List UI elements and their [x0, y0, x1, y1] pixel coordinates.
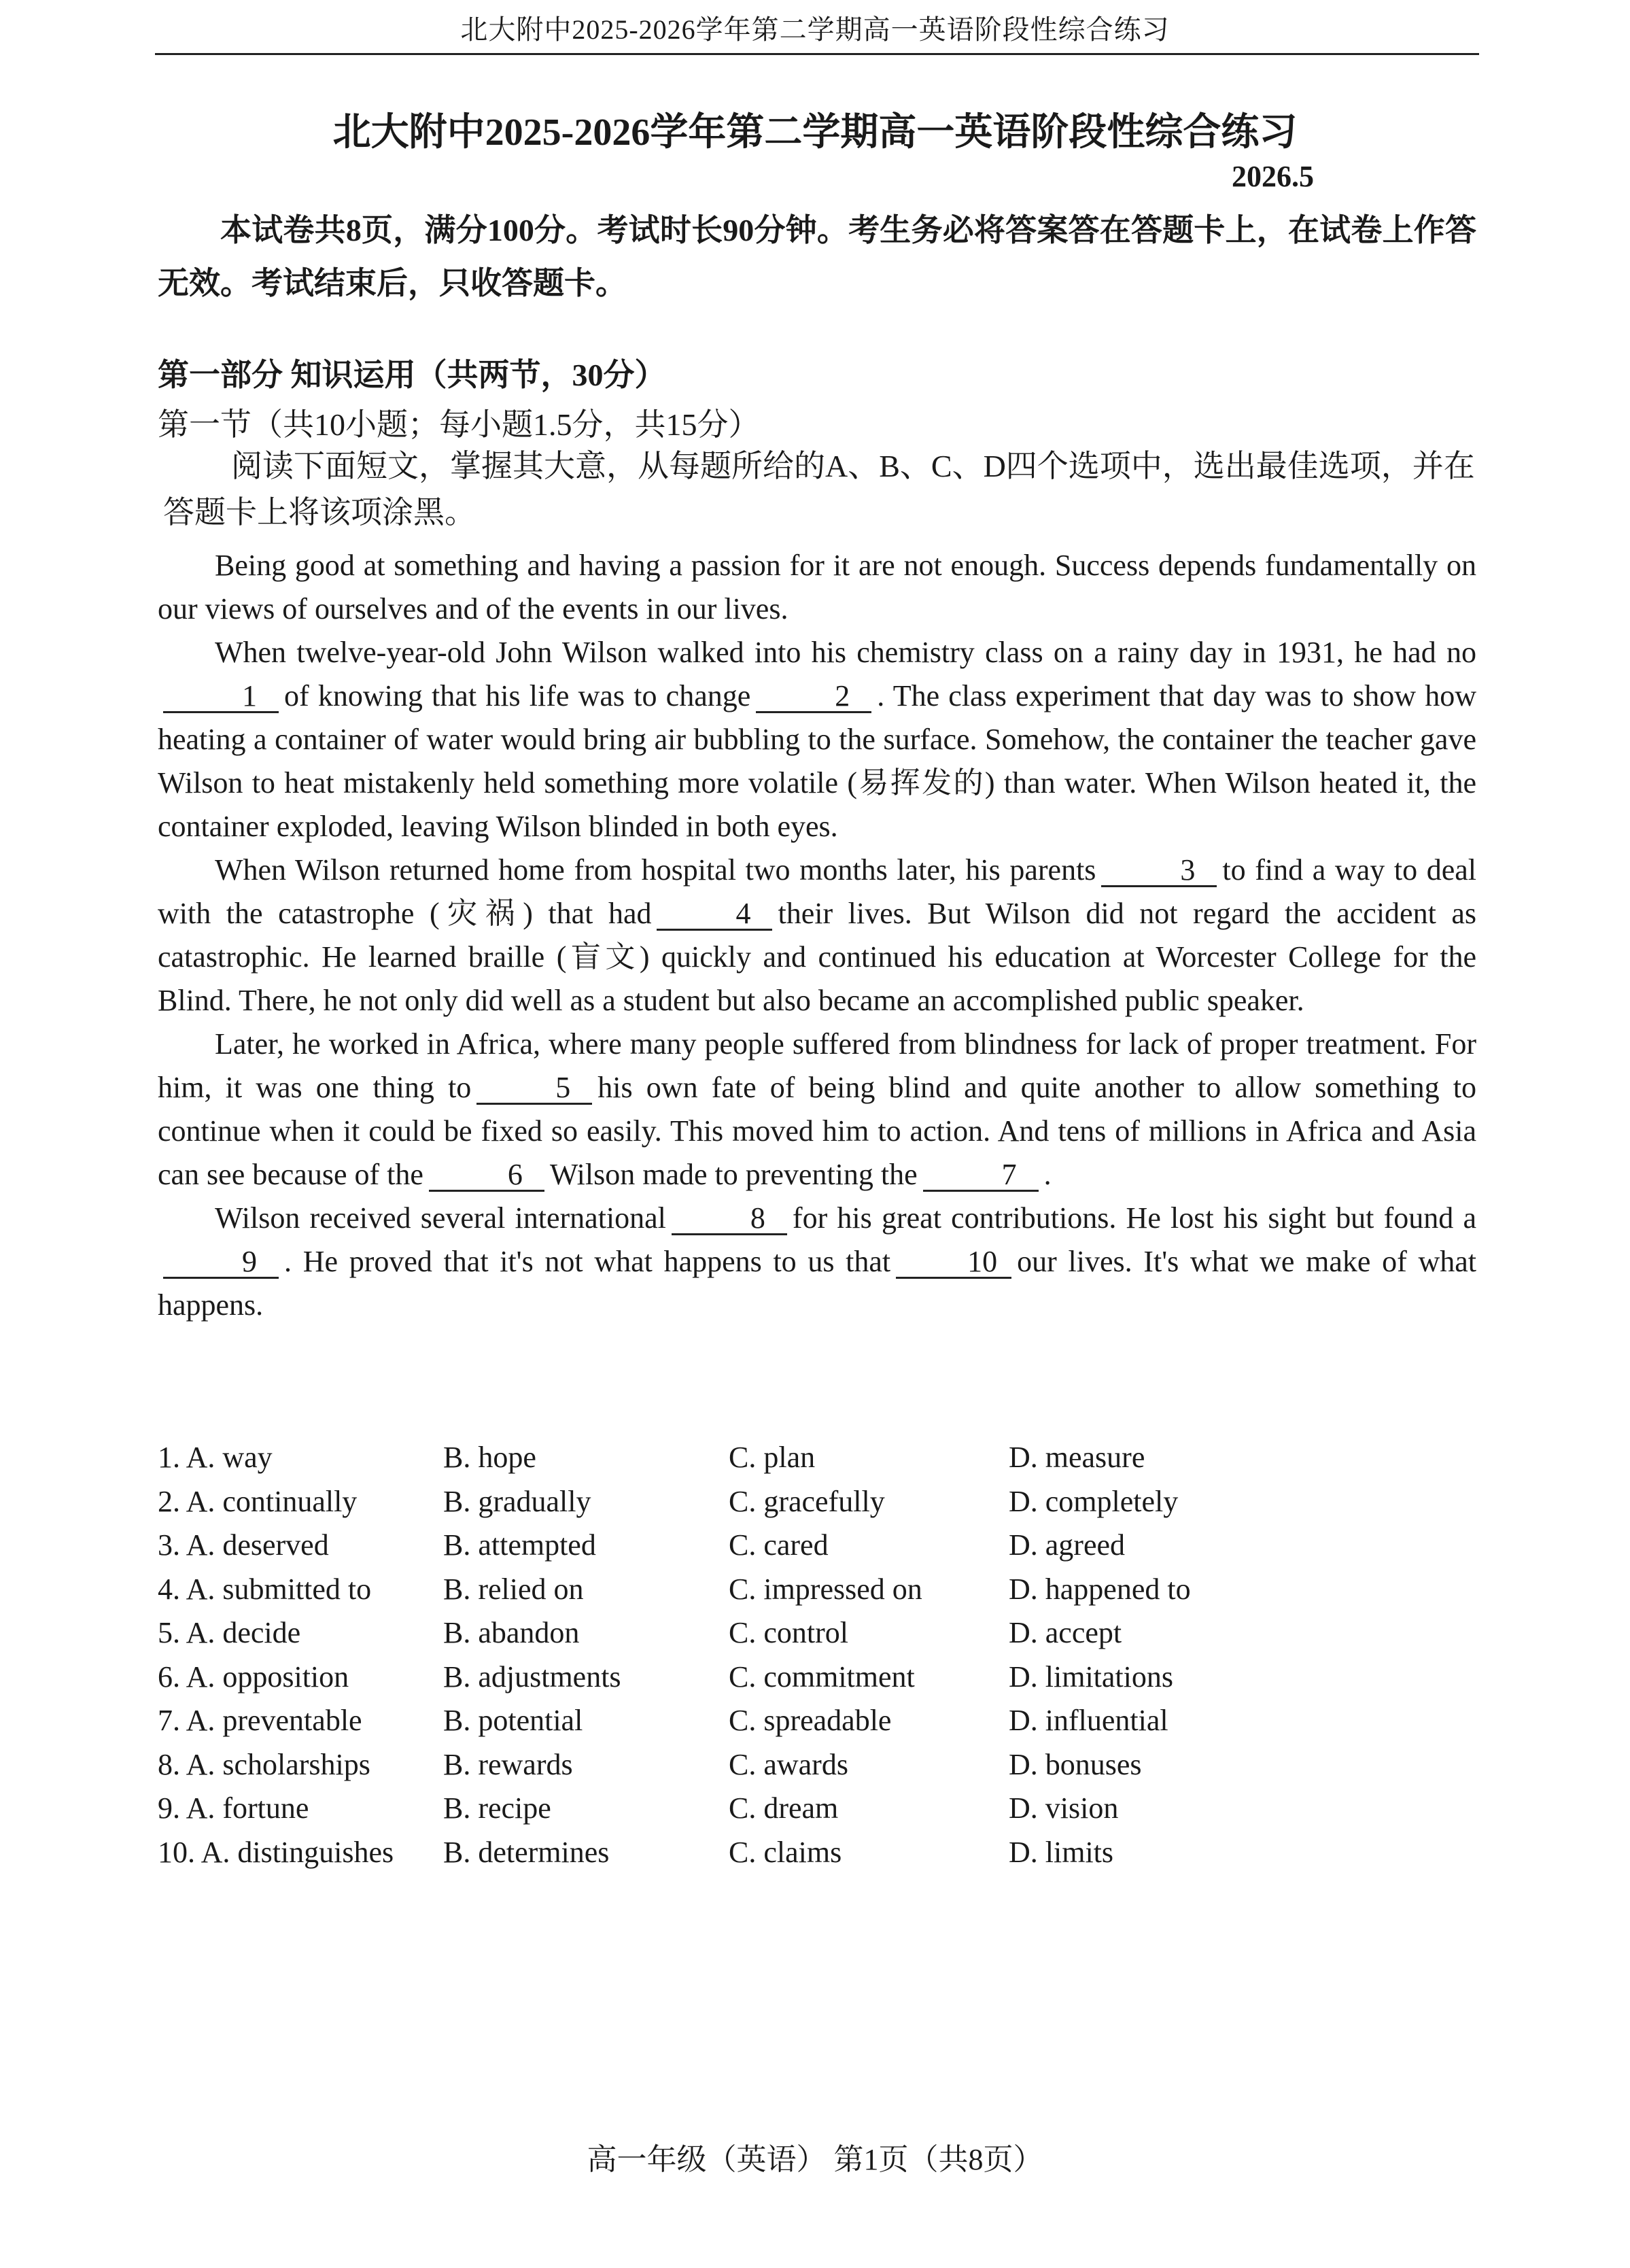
option-c: C. commitment	[729, 1660, 915, 1694]
option-row-5	[158, 1611, 1281, 1655]
option-a: 5. A. decide	[158, 1616, 301, 1649]
option-a: 2. A. continually	[158, 1484, 358, 1518]
option-a: 7. A. preventable	[158, 1704, 362, 1737]
option-c: C. cared	[729, 1528, 829, 1562]
passage-text: . He proved that it's not what happens to us that	[284, 1245, 891, 1278]
section-title: 第一节（共10小题；每小题1.5分，共15分）	[158, 407, 760, 442]
document-date: 2026.5	[1232, 160, 1314, 193]
option-d: D. completely	[1009, 1484, 1179, 1518]
option-b: B. determines	[443, 1835, 610, 1869]
option-b: B. relied on	[443, 1572, 584, 1606]
passage-paragraph-1	[158, 544, 1476, 631]
option-c: C. awards	[729, 1747, 848, 1781]
running-header: 北大附中2025-2026学年第二学期高一英语阶段性综合练习	[460, 14, 1170, 45]
passage-paragraph-3	[158, 848, 1476, 1023]
exam-intro: 本试卷共8页，满分100分。考试时长90分钟。考生务必将答案答在答题卡上，在试卷上作答无效。考试结束后，只收答题卡。	[158, 213, 1476, 300]
option-b: B. attempted	[443, 1528, 596, 1562]
option-a: 6. A. opposition	[158, 1660, 349, 1694]
option-c: C. spreadable	[729, 1704, 892, 1737]
option-row-4	[158, 1568, 1281, 1612]
header-rule	[155, 53, 1479, 55]
section-instruction: 阅读下面短文，掌握其大意，从每题所给的A、B、C、D四个选项中，选出最佳选项，并在答题卡上将该项涂黑。	[163, 449, 1475, 530]
blank-10: 10	[896, 1247, 1011, 1279]
option-c: C. control	[729, 1616, 848, 1649]
passage-text: of knowing that his life was to change	[284, 679, 751, 712]
document-title: 北大附中2025-2026学年第二学期高一英语阶段性综合练习	[332, 111, 1298, 154]
option-b: B. rewards	[443, 1747, 573, 1781]
answer-options	[158, 1436, 1281, 1874]
passage-text: Wilson received several international	[215, 1201, 666, 1235]
option-d: D. measure	[1009, 1441, 1145, 1474]
option-d: D. vision	[1009, 1791, 1119, 1825]
option-d: D. limitations	[1009, 1660, 1173, 1694]
passage-text: . The class experiment that day was to show how heating a container of water would bring air bubbling to the surface. Somehow, the container the teacher gave Wilson to heat mistakenly held something more volatile (易挥发的) than water. When Wilson heated it, the container exploded, leaving Wilson blinded in both eyes.	[158, 679, 1476, 843]
passage-text: for his great contributions. He lost his sight but found a	[792, 1201, 1476, 1235]
passage-text: Wilson made to preventing the	[549, 1158, 918, 1191]
option-b: B. recipe	[443, 1791, 551, 1825]
blank-2: 2	[756, 681, 871, 713]
option-c: C. plan	[729, 1441, 816, 1474]
option-row-6	[158, 1655, 1281, 1700]
option-row-7	[158, 1699, 1281, 1743]
passage-text: .	[1043, 1158, 1052, 1191]
passage-paragraph-5	[158, 1197, 1476, 1327]
option-d: D. limits	[1009, 1835, 1114, 1869]
blank-6: 6	[429, 1160, 544, 1192]
option-a: 10. A. distinguishes	[158, 1835, 394, 1869]
option-row-1	[158, 1436, 1281, 1480]
page-footer: 高一年级（英语） 第1页（共8页）	[587, 2143, 1043, 2176]
blank-3: 3	[1101, 855, 1217, 887]
option-a: 4. A. submitted to	[158, 1572, 372, 1606]
blank-9: 9	[163, 1247, 279, 1279]
option-d: D. bonuses	[1009, 1747, 1142, 1781]
passage-text: to find a way to deal with the catastrophe (灾祸) that had	[158, 853, 1476, 930]
passage-paragraph-2	[158, 631, 1476, 848]
option-c: C. impressed on	[729, 1572, 922, 1606]
option-b: B. abandon	[443, 1616, 580, 1649]
passage-text: Later, he worked in Africa, where many people suffered from blindness for lack of proper treatment. For him, it was one thing to	[158, 1027, 1476, 1104]
option-a: 8. A. scholarships	[158, 1747, 370, 1781]
option-b: B. adjustments	[443, 1660, 621, 1694]
blank-5: 5	[476, 1073, 592, 1105]
passage-text: their lives. But Wilson did not regard the accident as catastrophic. He learned braille (盲文) quickly and continued his education at Worcester College for the Blind. There, he not only did well as a student but also became an accomplished public speaker.	[158, 897, 1476, 1017]
option-row-9	[158, 1787, 1281, 1831]
passage-paragraph-4	[158, 1023, 1476, 1197]
passage-text: When Wilson returned home from hospital two months later, his parents	[215, 853, 1096, 887]
passage-text: our lives. It's what we make of what happens.	[158, 1245, 1477, 1322]
option-c: C. dream	[729, 1791, 839, 1825]
passage-text: When twelve-year-old John Wilson walked into his chemistry class on a rainy day in 1931, he had no	[215, 636, 1476, 669]
option-row-2	[158, 1480, 1281, 1524]
option-d: D. happened to	[1009, 1572, 1191, 1606]
option-b: B. hope	[443, 1441, 536, 1474]
option-c: C. gracefully	[729, 1484, 885, 1518]
cloze-passage	[158, 544, 1476, 1327]
option-a: 3. A. deserved	[158, 1528, 329, 1562]
option-a: 1. A. way	[158, 1441, 273, 1474]
blank-7: 7	[923, 1160, 1039, 1192]
option-row-10	[158, 1831, 1281, 1875]
option-d: D. influential	[1009, 1704, 1168, 1737]
blank-4: 4	[657, 899, 772, 931]
passage-text: Being good at something and having a passion for it are not enough. Success depends fundamentally on our views of ourselves and of the events in our lives.	[158, 549, 1476, 625]
option-row-8	[158, 1743, 1281, 1787]
option-a: 9. A. fortune	[158, 1791, 309, 1825]
option-b: B. potential	[443, 1704, 583, 1737]
blank-8: 8	[672, 1203, 787, 1235]
option-d: D. accept	[1009, 1616, 1122, 1649]
passage-text: his own fate of being blind and quite another to allow something to continue when it could be fixed so easily. This moved him to action. And tens of millions in Africa and Asia can see because of the	[158, 1071, 1477, 1191]
option-row-3	[158, 1524, 1281, 1568]
option-b: B. gradually	[443, 1484, 591, 1518]
part-title: 第一部分 知识运用（共两节，30分）	[158, 358, 666, 392]
blank-1: 1	[163, 681, 279, 713]
option-c: C. claims	[729, 1835, 842, 1869]
option-d: D. agreed	[1009, 1528, 1126, 1562]
